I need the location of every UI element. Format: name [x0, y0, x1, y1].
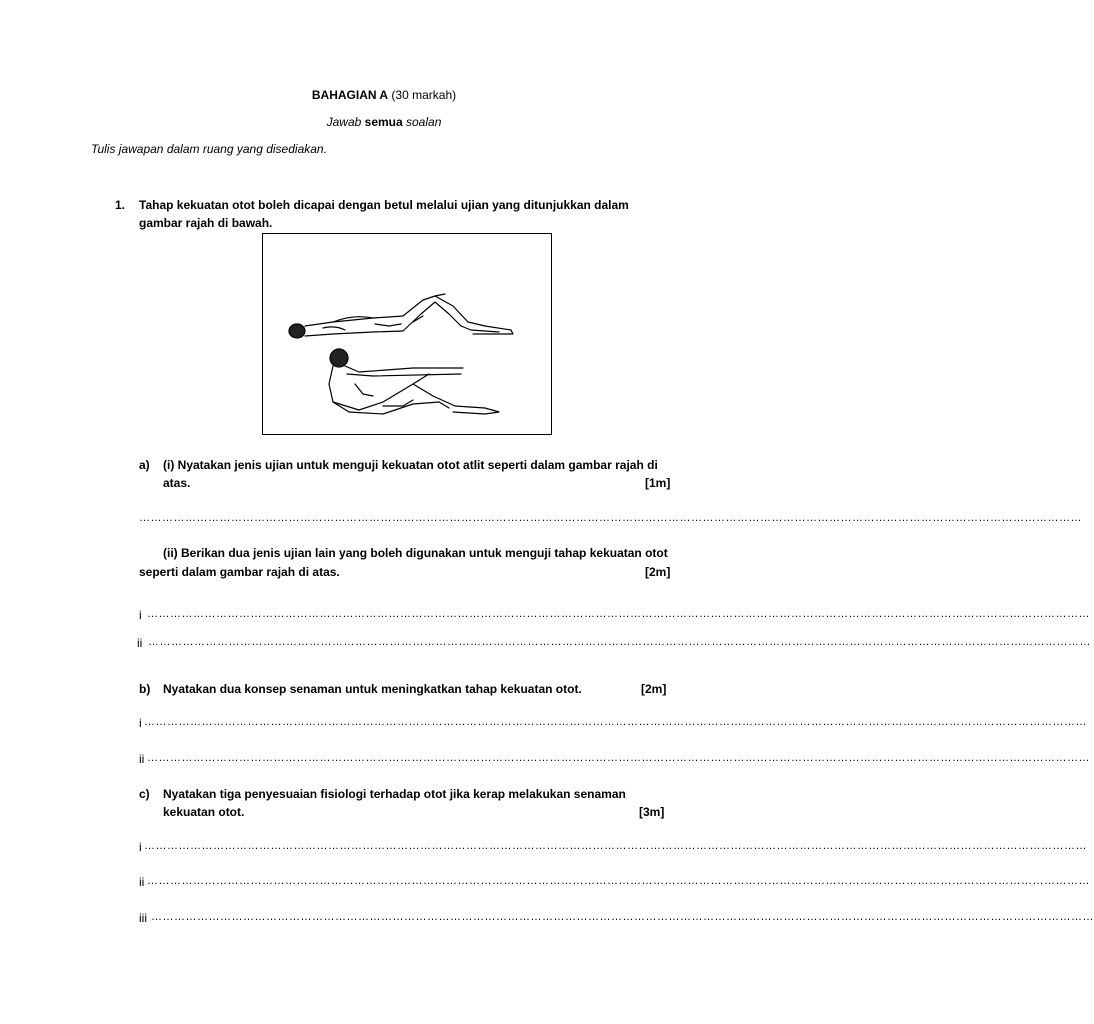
question-stem-line2: gambar rajah di bawah. [139, 216, 273, 230]
section-title-bold: BAHAGIAN A [311, 88, 389, 102]
part-a-ii-marks: [2m] [645, 565, 671, 579]
answer-label-a-ii-1: i [139, 608, 142, 622]
answer-label-c-1: i [139, 840, 142, 854]
answer-line-c-3[interactable]: ………………………………………………………………………………………………………………………………………………………………………………………………………………………… [151, 911, 1094, 923]
answer-line-b-2[interactable]: ………………………………………………………………………………………………………………………………………………………………………………………………………………………… [147, 752, 1090, 764]
instruction-write-answer: Tulis jawapan dalam ruang yang disediakan. [91, 142, 327, 156]
section-title-marks: (30 markah) [388, 88, 457, 102]
answer-line-c-1[interactable]: ………………………………………………………………………………………………………………………………………………………………………………………………………………………… [144, 840, 1087, 852]
answer-label-a-ii-2: ii [137, 636, 143, 650]
sit-up-exercise-illustration [263, 234, 553, 436]
instruction-part: soalan [402, 115, 442, 129]
exercise-figure [262, 233, 552, 435]
answer-label-b-1: i [139, 716, 142, 730]
part-a-i-line2: atas. [163, 476, 191, 490]
answer-line-a-ii-1[interactable]: ………………………………………………………………………………………………………………………………………………………………………………………………………………………… [147, 608, 1090, 620]
section-title [0, 88, 768, 102]
answer-line-a-ii-2[interactable]: ………………………………………………………………………………………………………………………………………………………………………………………………………………………… [148, 636, 1091, 648]
part-b-text: Nyatakan dua konsep senaman untuk meningkatkan tahap kekuatan otot. [163, 682, 582, 696]
answer-label-b-2: ii [139, 752, 145, 766]
part-a-label: a) [139, 458, 150, 472]
answer-line-c-2[interactable]: ………………………………………………………………………………………………………………………………………………………………………………………………………………………… [147, 875, 1090, 887]
part-c-line1: Nyatakan tiga penyesuaian fisiologi terhadap otot jika kerap melakukan senaman [163, 787, 626, 801]
part-c-line2: kekuatan otot. [163, 805, 245, 819]
part-b-marks: [2m] [641, 682, 667, 696]
instruction-answer-all [0, 115, 768, 129]
part-a-i-marks: [1m] [645, 476, 671, 490]
answer-label-c-3: iii [139, 911, 147, 925]
instruction-emphasis: semua [364, 115, 403, 129]
instruction-part: Jawab [326, 115, 365, 129]
part-c-label: c) [139, 787, 150, 801]
part-b-label: b) [139, 682, 151, 696]
part-a-ii-line2: seperti dalam gambar rajah di atas. [139, 565, 340, 579]
answer-line-a-i[interactable]: ………………………………………………………………………………………………………………………………………………………………………………………………………………………… [139, 512, 1082, 524]
part-c-marks: [3m] [639, 805, 665, 819]
answer-line-b-1[interactable]: ………………………………………………………………………………………………………………………………………………………………………………………………………………………… [144, 716, 1087, 728]
part-a-i-line1: (i) Nyatakan jenis ujian untuk menguji kekuatan otot atlit seperti dalam gambar rajah di [163, 458, 658, 472]
part-a-ii-line1: (ii) Berikan dua jenis ujian lain yang boleh digunakan untuk menguji tahap kekuatan otot [163, 546, 668, 560]
question-stem-line1: Tahap kekuatan otot boleh dicapai dengan betul melalui ujian yang ditunjukkan dalam [139, 198, 629, 212]
question-number: 1. [115, 198, 126, 212]
answer-label-c-2: ii [139, 875, 145, 889]
